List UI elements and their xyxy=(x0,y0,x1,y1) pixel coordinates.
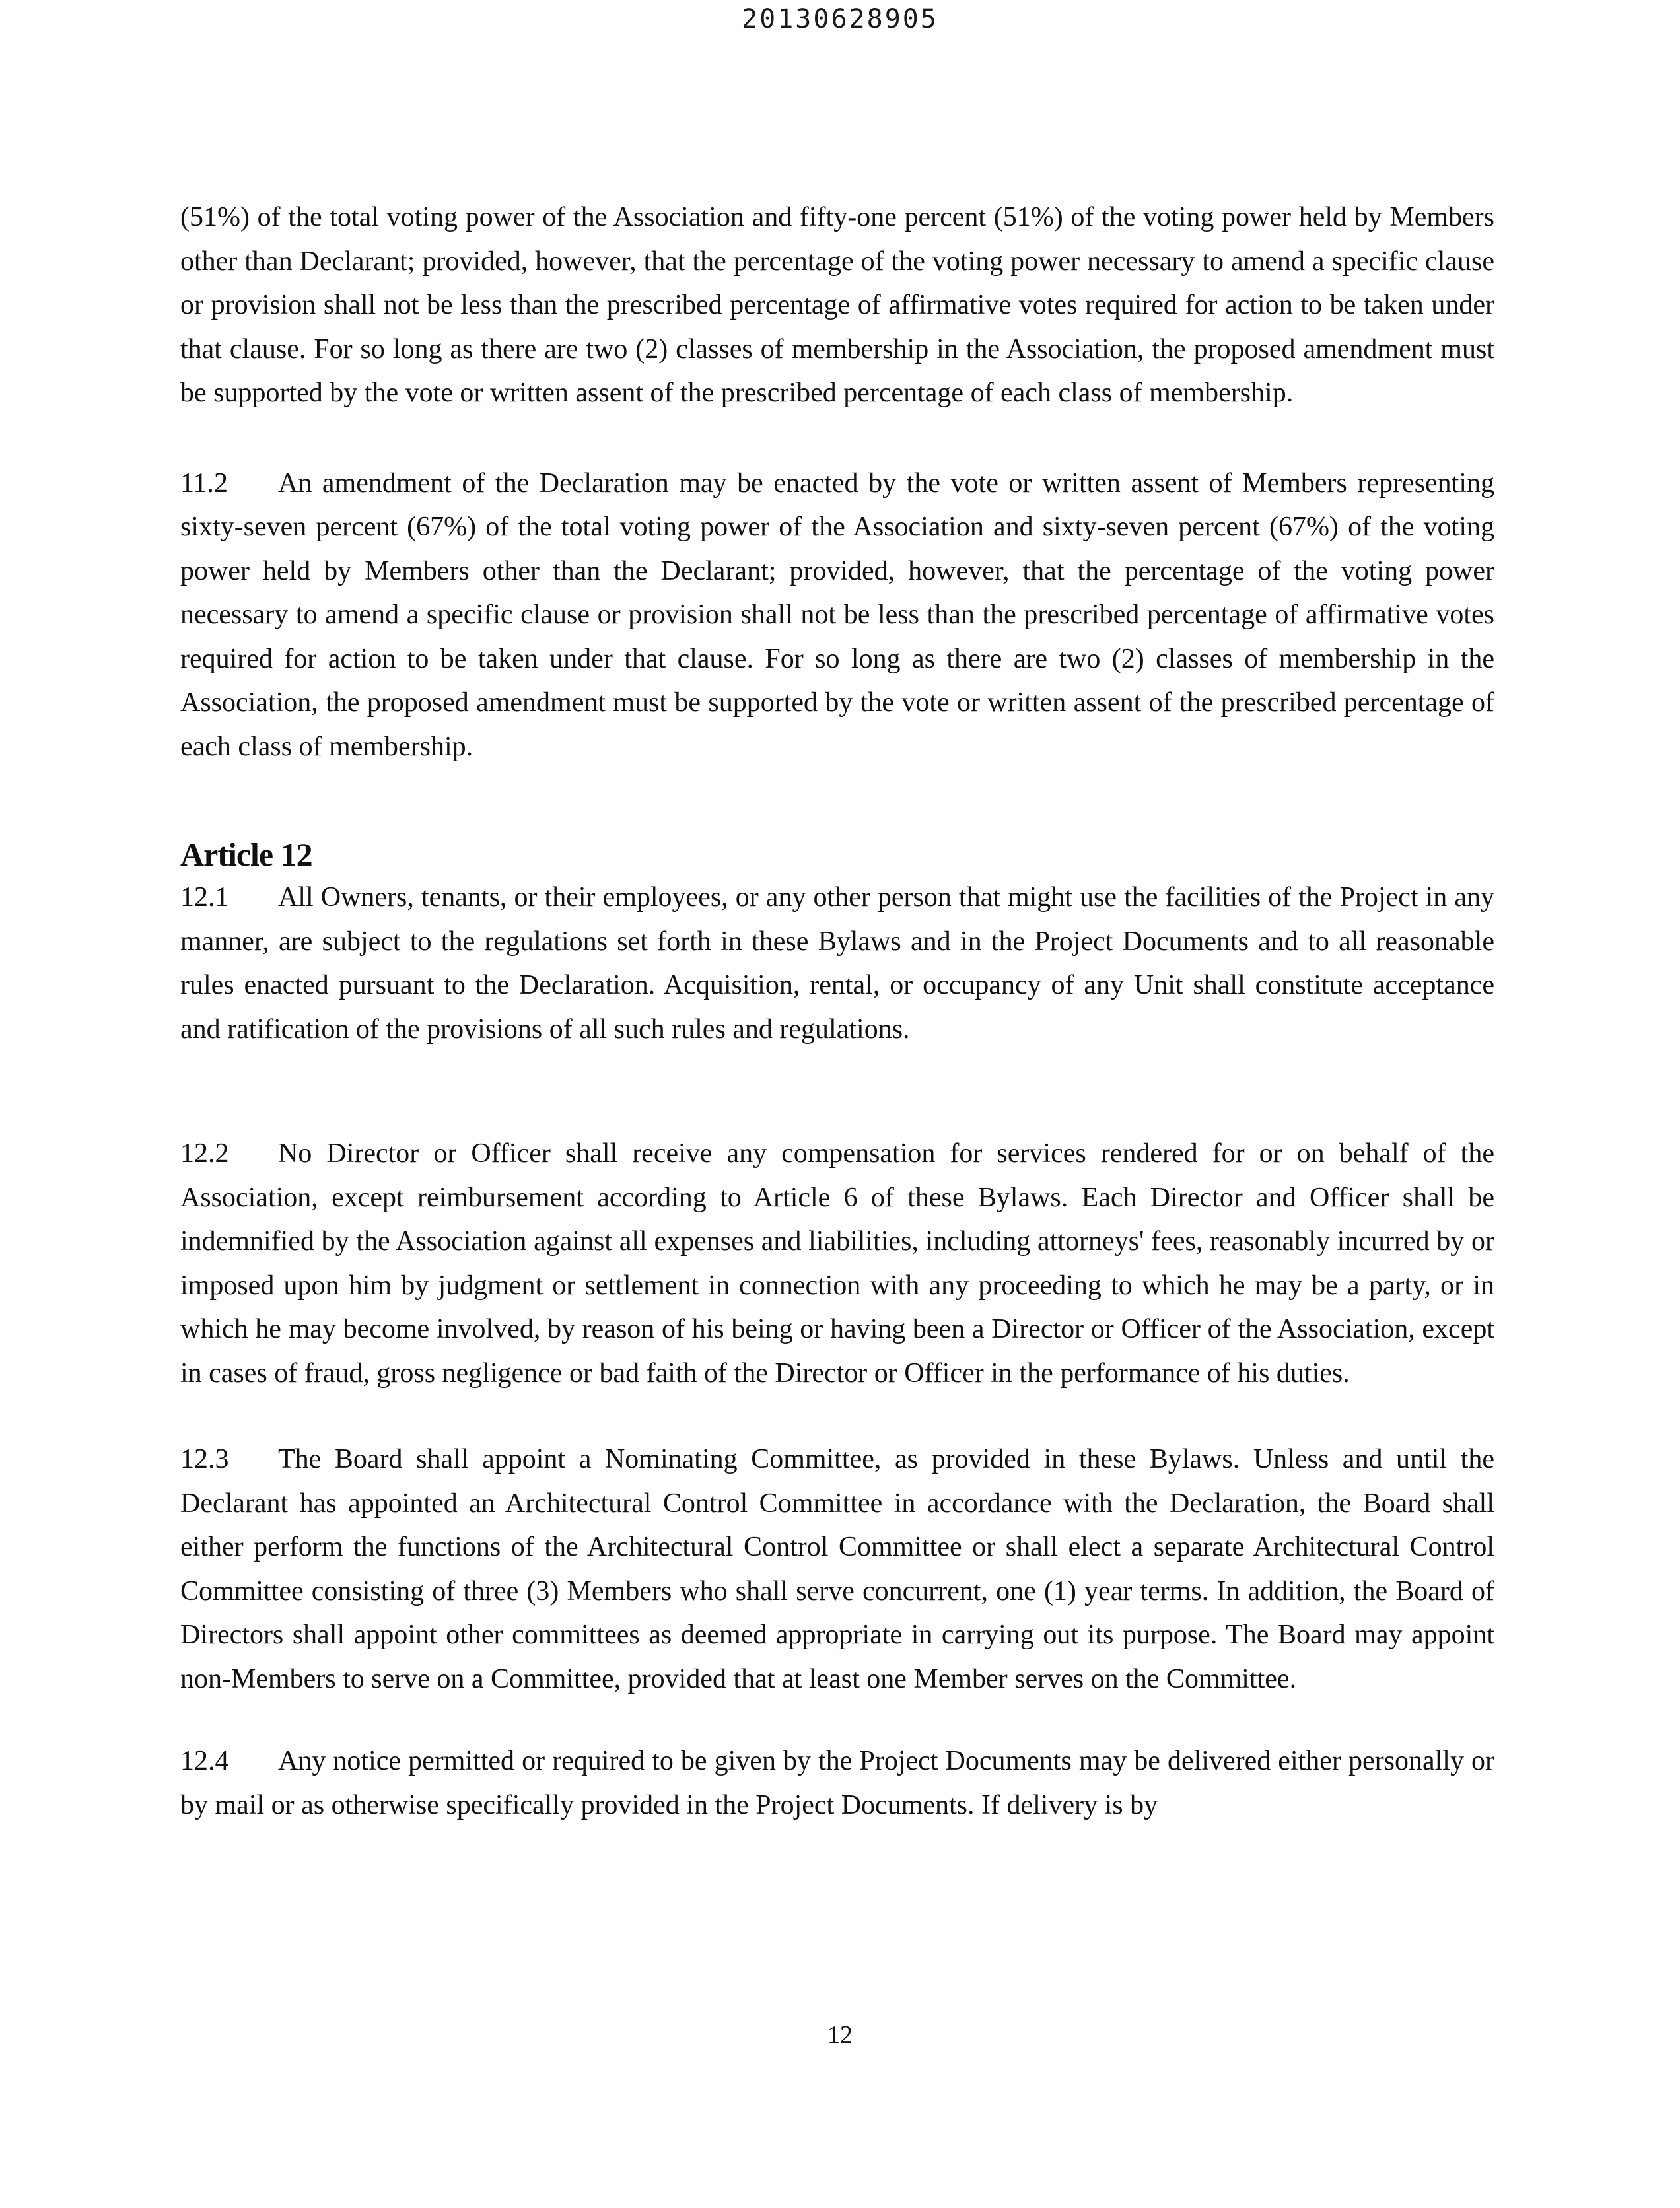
paragraph-12-3 xyxy=(180,1437,1494,1701)
paragraph-12-2 xyxy=(180,1132,1494,1395)
section-number-12-1: 12.1 xyxy=(180,882,229,913)
paragraph-11-2 xyxy=(180,462,1494,769)
section-text-12-3: The Board shall appoint a Nominating Committee, as provided in these Bylaws. Unless and until the Declarant has appointed an Architectural Control Committee in accordance with the Declaration, the Board shall either perform the functions of the Architectural Control Committee or shall elect a separate Architectural Control Committee consisting of three (3) Members who shall serve concurrent, one (1) year terms. In addition, the Board of Directors shall appoint other committees as deemed appropriate in carrying out its purpose. The Board may appoint non-Members to serve on a Committee, provided that at least one Member serves on the Committee. xyxy=(180,1444,1494,1694)
section-number-11-2: 11.2 xyxy=(180,467,228,499)
paragraph-continued: (51%) of the total voting power of the Association and fifty-one percent (51%) of the voting power held by Members other than Declarant; provided, however, that the percentage of the voting power necessary to amend a specific clause or provision shall not be less than the prescribed percentage of affirmative votes required for action to be taken under that clause. For so long as there are two (2) classes of membership in the Association, the proposed amendment must be supported by the vote or written assent of the prescribed percentage of each class of membership. xyxy=(180,202,1494,408)
paragraph-12-4 xyxy=(180,1739,1494,1827)
paragraph-12-1 xyxy=(180,876,1494,1051)
section-number-12-4: 12.4 xyxy=(180,1746,229,1776)
section-number-12-2: 12.2 xyxy=(180,1138,229,1169)
section-text-11-2: An amendment of the Declaration may be enacted by the vote or written assent of Members representing sixty-seven percent (67%) of the total voting power of the Association and sixty-seven percent (67%) of the voting power held by Members other than the Declarant; provided, however, that the percentage of the voting power necessary to amend a specific clause or provision shall not be less than the prescribed percentage of affirmative votes required for action to be taken under that clause. For so long as there are two (2) classes of membership in the Association, the proposed amendment must be supported by the vote or written assent of the prescribed percentage of each class of membership. xyxy=(180,467,1494,762)
section-text-12-1: All Owners, tenants, or their employees, or any other person that might use the facilities of the Project in any manner, are subject to the regulations set forth in these Bylaws and in the Project Documents and to all reasonable rules enacted pursuant to the Declaration. Acquisition, rental, or occupancy of any Unit shall constitute acceptance and ratification of the provisions of all such rules and regulations. xyxy=(180,882,1494,1045)
section-text-12-4: Any notice permitted or required to be given by the Project Documents may be delivered either personally or by mail or as otherwise specifically provided in the Project Documents. If delivery is by xyxy=(180,1746,1494,1820)
section-text-12-2: No Director or Officer shall receive any compensation for services rendered for or on behalf of the Association, except reimbursement according to Article 6 of these Bylaws. Each Director and Officer shall be indemnified by the Association against all expenses and liabilities, including attorneys' fees, reasonably incurred by or imposed upon him by judgment or settlement in connection with any proceeding to which he may be a party, or in which he may become involved, by reason of his being or having been a Director or Officer of the Association, except in cases of fraud, gross negligence or bad faith of the Director or Officer in the performance of his duties. xyxy=(180,1138,1494,1389)
document-number: 20130628905 xyxy=(742,4,938,34)
document-body xyxy=(180,195,1494,1827)
article-12-heading: Article 12 xyxy=(180,836,312,873)
page-number: 12 xyxy=(827,2021,853,2049)
section-number-12-3: 12.3 xyxy=(180,1444,229,1474)
